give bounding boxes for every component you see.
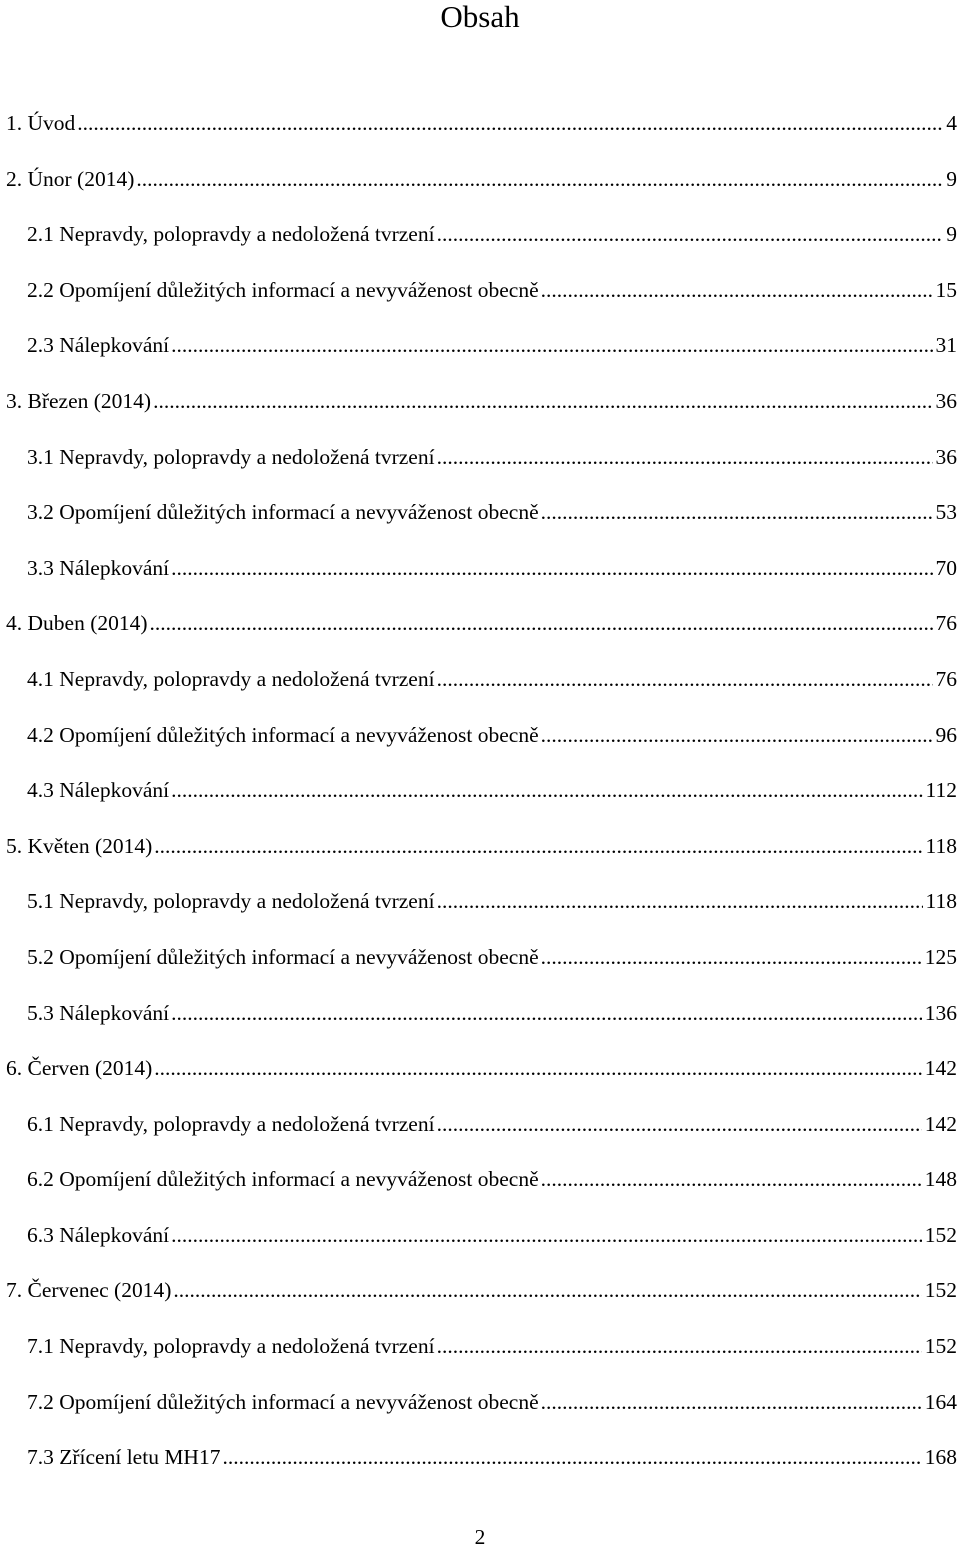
toc-entry-page: 118: [925, 889, 957, 914]
toc-dot-leader: [154, 833, 922, 859]
toc-entry-title: 6.1 Nepravdy, polopravdy a nedoložená tvrzení: [27, 1111, 435, 1136]
toc-dot-leader: [154, 1055, 921, 1081]
toc-entry-page: 15: [935, 277, 957, 302]
toc-dot-leader: [171, 555, 932, 581]
toc-entry-title: 7.3 Zřícení letu MH17: [27, 1445, 221, 1470]
toc-entry[interactable]: [0, 708, 960, 764]
toc-entry-title: 3.3 Nálepkování: [27, 555, 170, 580]
toc-dot-leader: [150, 610, 933, 636]
toc-entry-page: 9: [946, 222, 957, 247]
page-title: Obsah: [440, 0, 520, 34]
toc-entry-title: 4.2 Opomíjení důležitých informací a nevyváženost obecně: [27, 722, 539, 747]
toc-entry-title: 3. Březen (2014): [6, 388, 152, 413]
toc-entry[interactable]: [0, 485, 960, 541]
toc-entry[interactable]: [0, 1097, 960, 1153]
toc-entry-page: 76: [935, 666, 957, 691]
toc-dot-leader: [171, 1000, 922, 1026]
toc-entry-page: 152: [924, 1278, 957, 1303]
toc-entry[interactable]: [0, 1208, 960, 1264]
toc-dot-leader: [77, 110, 943, 136]
toc-dot-leader: [222, 1444, 921, 1470]
toc-entry-title: 7. Červenec (2014): [6, 1278, 172, 1303]
toc-dot-leader: [173, 1277, 921, 1303]
toc-entry[interactable]: [0, 430, 960, 486]
toc-dot-leader: [153, 388, 932, 414]
toc-entry-page: 36: [935, 444, 957, 469]
toc-entry[interactable]: [0, 318, 960, 374]
toc-entry-page: 136: [924, 1000, 957, 1025]
toc-entry-title: 4. Duben (2014): [6, 611, 148, 636]
toc-entry-title: 6. Červen (2014): [6, 1056, 153, 1081]
toc-entry[interactable]: [0, 1375, 960, 1431]
toc-entry-page: 164: [924, 1389, 957, 1414]
toc-entry-page: 118: [925, 833, 957, 858]
toc-entry-title: 7.2 Opomíjení důležitých informací a nevyváženost obecně: [27, 1389, 539, 1414]
toc-entry-title: 2.2 Opomíjení důležitých informací a nevyváženost obecně: [27, 277, 539, 302]
toc-entry-title: 5.3 Nálepkování: [27, 1000, 170, 1025]
toc-entry[interactable]: [0, 1152, 960, 1208]
toc-entry-page: 53: [935, 500, 957, 525]
toc-entry[interactable]: [0, 874, 960, 930]
toc-entry-title: 6.3 Nálepkování: [27, 1222, 170, 1247]
toc-dot-leader: [541, 1389, 922, 1415]
toc-entry[interactable]: [0, 986, 960, 1042]
toc-dot-leader: [437, 1111, 922, 1137]
toc-entry[interactable]: [0, 96, 960, 152]
toc-dot-leader: [437, 888, 923, 914]
toc-entry-page: 70: [935, 555, 957, 580]
toc-entry-page: 152: [924, 1222, 957, 1247]
toc-entry[interactable]: [0, 819, 960, 875]
toc-dot-leader: [437, 221, 944, 247]
toc-entry-title: 1. Úvod: [6, 111, 76, 135]
page-number: 2: [474, 1525, 486, 1549]
toc-entry-title: 2.3 Nálepkování: [27, 333, 170, 358]
toc-entry[interactable]: [0, 652, 960, 708]
toc-entry-title: 3.2 Opomíjení důležitých informací a nevyváženost obecně: [27, 500, 539, 525]
toc-entry-page: 125: [924, 944, 957, 969]
toc-entry-page: 31: [935, 333, 957, 358]
toc-entry-page: 36: [935, 388, 957, 413]
toc-dot-leader: [541, 722, 933, 748]
toc-dot-leader: [541, 944, 922, 970]
toc-entry-title: 6.2 Opomíjení důležitých informací a nevyváženost obecně: [27, 1167, 539, 1192]
toc-entry[interactable]: [0, 541, 960, 597]
toc-entry[interactable]: [0, 1430, 960, 1486]
toc-dot-leader: [171, 1222, 922, 1248]
toc-entry-title: 4.1 Nepravdy, polopravdy a nedoložená tvrzení: [27, 666, 435, 691]
toc-entry-page: 142: [924, 1111, 957, 1136]
toc-dot-leader: [541, 277, 933, 303]
toc-dot-leader: [171, 777, 922, 803]
toc-entry-page: 148: [924, 1167, 957, 1192]
toc-dot-leader: [541, 499, 933, 525]
toc-entry[interactable]: [0, 207, 960, 263]
toc-dot-leader: [437, 1333, 922, 1359]
toc-entry-page: 96: [935, 722, 957, 747]
toc-entry-page: 76: [935, 611, 957, 636]
toc-dot-leader: [437, 666, 933, 692]
toc-entry-title: 5.1 Nepravdy, polopravdy a nedoložená tvrzení: [27, 889, 435, 914]
toc-entry[interactable]: [0, 596, 960, 652]
toc-entry-title: 2. Únor (2014): [6, 166, 135, 191]
table-of-contents: [0, 96, 960, 1486]
toc-entry-page: 9: [946, 166, 957, 191]
toc-entry[interactable]: [0, 930, 960, 986]
toc-entry[interactable]: [0, 763, 960, 819]
toc-entry-page: 142: [924, 1056, 957, 1081]
toc-entry-page: 168: [924, 1445, 957, 1470]
toc-dot-leader: [136, 166, 943, 192]
toc-dot-leader: [541, 1166, 922, 1192]
toc-entry-title: 4.3 Nálepkování: [27, 778, 170, 803]
toc-entry-title: 5.2 Opomíjení důležitých informací a nevyváženost obecně: [27, 944, 539, 969]
toc-entry-title: 3.1 Nepravdy, polopravdy a nedoložená tvrzení: [27, 444, 435, 469]
toc-entry[interactable]: [0, 1263, 960, 1319]
toc-dot-leader: [171, 332, 932, 358]
toc-entry-title: 7.1 Nepravdy, polopravdy a nedoložená tvrzení: [27, 1334, 435, 1359]
toc-entry-page: 4: [946, 111, 957, 135]
toc-entry[interactable]: [0, 1319, 960, 1375]
toc-entry[interactable]: [0, 374, 960, 430]
toc-entry-title: 5. Květen (2014): [6, 833, 153, 858]
toc-entry-page: 152: [924, 1334, 957, 1359]
toc-dot-leader: [437, 444, 933, 470]
toc-entry[interactable]: [0, 263, 960, 319]
toc-entry[interactable]: [0, 152, 960, 208]
toc-entry-title: 2.1 Nepravdy, polopravdy a nedoložená tvrzení: [27, 222, 435, 247]
toc-entry-page: 112: [925, 778, 957, 803]
toc-entry[interactable]: [0, 1041, 960, 1097]
